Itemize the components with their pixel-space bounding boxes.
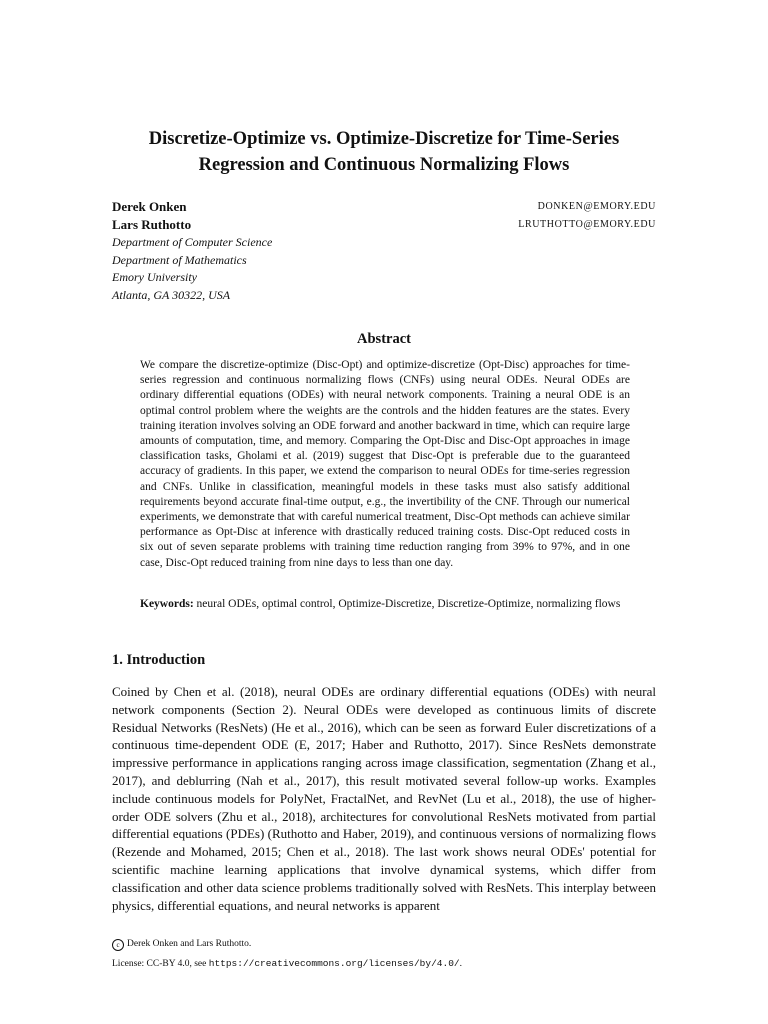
title-line-2: Regression and Continuous Normalizing Flows (198, 155, 570, 175)
abstract-text: We compare the discretize-optimize (Disc-Opt) and optimize-discretize (Opt-Disc) approaches for time-series regression and continuous normalizing flows (CNFs) using neural ODEs. Neural ODEs are ordinary differential equations (ODEs) with neural network components. Training a neural ODE is an optimal control problem where the weights are the controls and the hidden features are the states. Every training iteration involves solving an ODE forward and another backward in time, which can require large amounts of computation, time, and memory. Comparing the Opt-Disc and Disc-Opt approaches in image classification tasks, Gholami et al. (2019) suggest that Disc-Opt is preferable due to the guaranteed accuracy of gradients. In this paper, we extend the comparison to neural ODEs for time-series regression and CNFs. Unlike in classification, meaningful models in these tasks must also satisfy additional requirements beyond accurate final-time output, e.g., the invertibility of the CNF. Through our numerical experiments, we demonstrate that with careful numerical treatment, Disc-Opt methods can achieve similar performance as Opt-Disc at inference with drastically reduced training costs. Disc-Opt reduced costs in six out of seven separate problems with training time reduction ranging from 39% to 97%, and in one case, Disc-Opt reduced training from nine days to less than one day. (140, 359, 630, 569)
keywords-text: neural ODEs, optimal control, Optimize-Discretize, Discretize-Optimize, normalizing flows (196, 598, 621, 610)
section-heading: 1. Introduction (112, 652, 206, 668)
paper-title (112, 126, 656, 178)
title-line-1: Discretize-Optimize vs. Optimize-Discretize for Time-Series (148, 129, 620, 149)
license-link[interactable]: https://creativecommons.org/licenses/by/4.0/ (208, 958, 460, 969)
author-name: Lars Ruthotto (112, 217, 192, 232)
affiliation-line: Department of Computer Science (112, 235, 273, 249)
keywords-label: Keywords: (140, 598, 194, 610)
author-block (112, 198, 656, 304)
footer-copyright-line (112, 934, 656, 954)
affiliation-line: Emory University (112, 270, 197, 284)
license-suffix: . (459, 959, 462, 969)
author-row (112, 216, 656, 234)
footer-copyright: Derek Onken and Lars Ruthotto. (127, 939, 252, 949)
affiliation-line: Department of Mathematics (112, 252, 247, 267)
author-email[interactable]: LRUTHOTTO@EMORY.EDU (518, 219, 656, 230)
copyright-icon: c (112, 939, 124, 951)
author-email[interactable]: DONKEN@EMORY.EDU (537, 201, 656, 212)
author-name: Derek Onken (112, 199, 187, 214)
license-prefix: License: CC-BY 4.0, see (112, 959, 207, 969)
affiliation-line: Atlanta, GA 30322, USA (112, 287, 231, 302)
intro-paragraph: Coined by Chen et al. (2018), neural ODEs are ordinary differential equations (ODEs) with neural network components (Section 2). Neural ODEs were developed as continuous limits of discrete Residual Networks (ResNets) (He et al., 2016), which can be seen as forward Euler discretizations of a continuous time-dependent ODE (E, 2017; Haber and Ruthotto, 2017). Since ResNets demonstrate impressive performance in applications ranging across image classification, segmentation (Zhang et al., 2017), and deblurring (Nah et al., 2017), this result motivated several follow-up works. Examples include continuous models for PolyNet, FractalNet, and RevNet (Lu et al., 2018), the use of higher-order ODE solvers (Zhu et al., 2018), architectures for convolutional ResNets motivated from partial differential equations (PDEs) (Ruthotto and Haber, 2019), and continuous versions of normalizing flows (Rezende and Mohamed, 2015; Chen et al., 2018). The last work shows neural ODEs' potential for scientific machine learning applications that involve dynamical systems, which differ from classification and other data science problems traditionally solved with ResNets. This interplay between physics, differential equations, and neural networks is apparent (112, 684, 656, 913)
author-row (112, 198, 656, 216)
keywords (140, 597, 630, 612)
abstract-heading: Abstract (357, 331, 411, 347)
footer-license-line (112, 954, 656, 974)
footer (112, 934, 656, 974)
